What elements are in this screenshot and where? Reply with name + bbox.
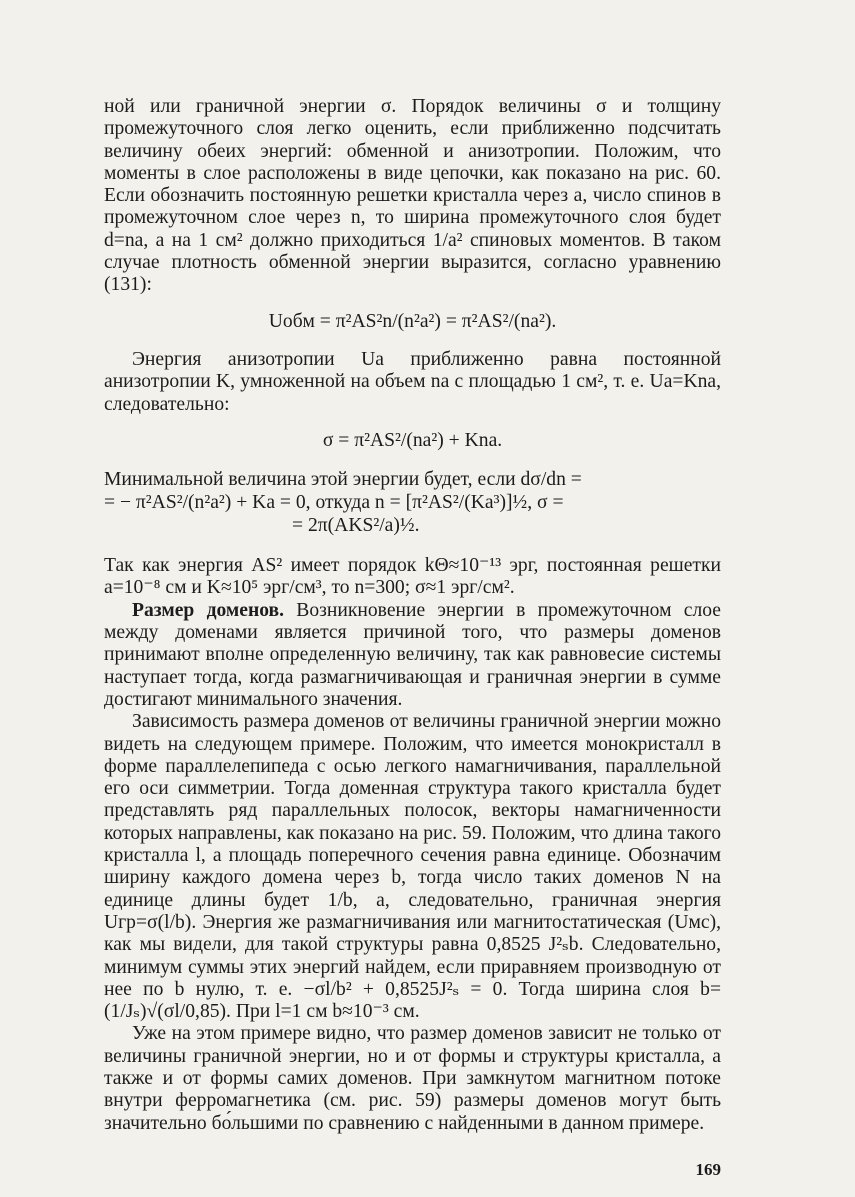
equation-minimum-line-1: Минимальной величина этой энергии будет, если dσ/dn = [104,469,582,491]
paragraph-4 [104,600,721,711]
equation-minimum-line-2: = − π²AS²/(n²a²) + Ka = 0, откуда n = [π²AS²/(Ka³)]½, σ = [104,492,564,514]
paragraph-1: ной или граничной энергии σ. Порядок величины σ и толщину промежуточного слоя легко оценить, если приближенно подсчитать величину обеих энергий: обменной и анизотропии. Положим, что моменты в слое расположены в виде цепочки, как показано на рис. 60. Если обозначить постоянную решетки кристалла через a, число спинов в промежуточном слое через n, то ширина промежуточного слоя будет d=na, а на 1 см² должно приходиться 1/a² спиновых моментов. В таком случае плотность обменной энергии выразится, согласно уравнению (131): [104,96,721,296]
paragraph-2: Энергия анизотропии Uа приближенно равна постоянной анизотропии K, умноженной на объем na с площадью 1 см², т. е. Uа=Kna, следовательно: [104,348,721,415]
section-heading: Размер доменов. [132,599,285,621]
equation-minimum-line-3: = 2π(AKS²/a)½. [292,515,420,537]
paragraph-3: Так как энергия AS² имеет порядок kΘ≈10⁻¹³ эрг, постоянная решетки a=10⁻⁸ см и K≈10⁵ эрг/см³, то n=300; σ≈1 эрг/см². [104,555,721,599]
equation-minimum [104,468,721,537]
paragraph-5: Зависимость размера доменов от величины граничной энергии можно видеть на следующем примере. Положим, что имеется монокристалл в форме параллелепипеда с осью легкого намагничивания, параллельной его оси симметрии. Тогда доменная структура такого кристалла будет представлять ряд параллельных полосок, векторы намагниченности которых направлены, как показано на рис. 59. Положим, что длина такого кристалла l, а площадь поперечного сечения равна единице. Обозначим ширину каждого домена через b, тогда число таких доменов N на единице длины будет 1/b, а, следовательно, граничная энергия Uгр=σ(l/b). Энергия же размагничивания или магнитостатическая (Uмс), как мы видели, для такой структуры равна 0,8525 J²ₛb. Следовательно, минимум суммы этих энергий найдем, если приравняем производную от нее по b нулю, т. е. −σl/b² + 0,8525J²ₛ = 0. Тогда ширина слоя b=(1/Jₛ)√(σl/0,85). При l=1 см b≈10⁻³ см. [104,711,721,1023]
equation-sigma: σ = π²AS²/(na²) + Kna. [322,429,503,451]
paragraph-6: Уже на этом примере видно, что размер доменов зависит не только от величины граничной энергии, но и от формы и структуры кристалла, а также и от формы самих доменов. При замкнутом магнитном потоке внутри ферромагнетика (см. рис. 59) размеры доменов могут быть значительно бо́льшими по сравнению с найденными в данном примере. [104,1023,721,1134]
paragraph-4-text: Возникновение энергии в промежуточном слое между доменами является причиной того, что размеры доменов принимают вполне определенную величину, так как равновесие системы наступает тогда, когда размагничивающая и граничная энергии в сумме достигают минимального значения. [104,599,721,710]
page-number: 169 [695,1160,721,1179]
equation-exchange-energy: Uобм = π²AS²n/(n²a²) = π²AS²/(na²). [268,310,557,332]
